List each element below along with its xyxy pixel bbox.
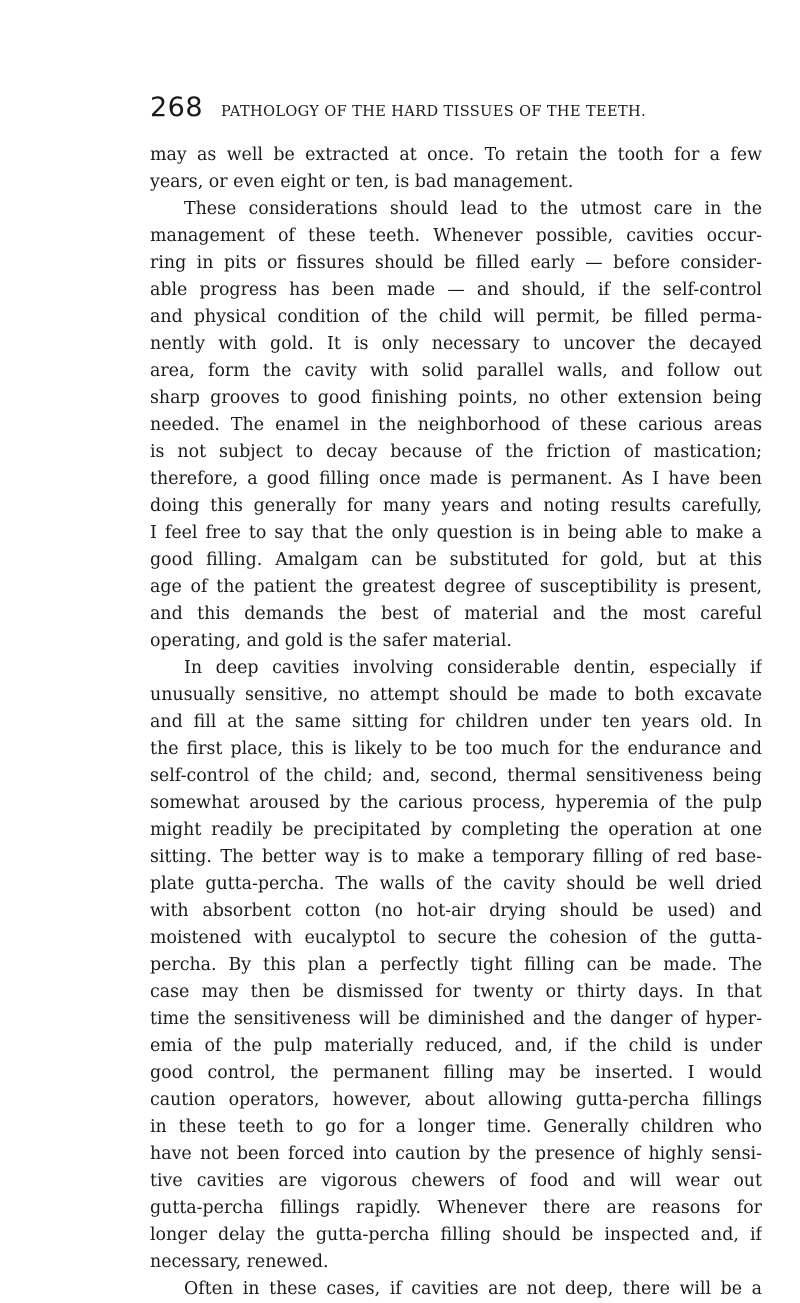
- text-line: self-control of the child; and, second, thermal sensitiveness being: [150, 766, 762, 786]
- text-line: case may then be dismissed for twenty or thirty days. In that: [150, 982, 762, 1002]
- text-line: caution operators, however, about allowing gutta-percha fillings: [150, 1090, 762, 1110]
- text-line: and this demands the best of material and the most careful: [150, 604, 762, 624]
- text-line: gutta-percha fillings rapidly. Whenever there are reasons for: [150, 1198, 762, 1218]
- text-line: Often in these cases, if cavities are not deep, there will be a: [184, 1279, 762, 1299]
- text-line: doing this generally for many years and noting results carefully,: [150, 496, 762, 516]
- text-line: might readily be precipitated by completing the operation at one: [150, 820, 762, 840]
- text-line: moistened with eucalyptol to secure the cohesion of the gutta-: [150, 928, 762, 948]
- page-number: 268: [150, 92, 204, 123]
- text-line: unusually sensitive, no attempt should be made to both excavate: [150, 685, 762, 705]
- text-line: and physical condition of the child will permit, be filled perma-: [150, 307, 762, 327]
- text-line: may as well be extracted at once. To retain the tooth for a few: [150, 145, 762, 165]
- text-line: able progress has been made — and should, if the self-control: [150, 280, 762, 300]
- text-line: and fill at the same sitting for children under ten years old. In: [150, 712, 762, 732]
- text-line: longer delay the gutta-percha filling should be inspected and, if: [150, 1225, 762, 1245]
- text-line: ring in pits or fissures should be filled early — before consider-: [150, 253, 762, 273]
- text-line: plate gutta-percha. The walls of the cavity should be well dried: [150, 874, 762, 894]
- text-line: tive cavities are vigorous chewers of food and will wear out: [150, 1171, 762, 1191]
- text-line: These considerations should lead to the utmost care in the: [184, 199, 762, 219]
- text-line: time the sensitiveness will be diminished and the danger of hyper-: [150, 1009, 762, 1029]
- text-line: somewhat aroused by the carious process, hyperemia of the pulp: [150, 793, 762, 813]
- text-line: years, or even eight or ten, is bad management.: [150, 172, 574, 192]
- running-head: [150, 92, 710, 126]
- text-line: percha. By this plan a perfectly tight filling can be made. The: [150, 955, 762, 975]
- text-line: nently with gold. It is only necessary to uncover the decayed: [150, 334, 762, 354]
- text-line: the first place, this is likely to be too much for the endurance and: [150, 739, 762, 759]
- text-line: age of the patient the greatest degree of susceptibility is present,: [150, 577, 762, 597]
- text-line: emia of the pulp materially reduced, and, if the child is under: [150, 1036, 762, 1056]
- text-line: sharp grooves to good finishing points, no other extension being: [150, 388, 762, 408]
- text-line: sitting. The better way is to make a temporary filling of red base-: [150, 847, 762, 867]
- text-line: good filling. Amalgam can be substituted for gold, but at this: [150, 550, 762, 570]
- text-line: necessary, renewed.: [150, 1252, 329, 1272]
- body-text: [150, 142, 762, 1303]
- text-line: in these teeth to go for a longer time. Generally children who: [150, 1117, 762, 1137]
- text-line: I feel free to say that the only question is in being able to make a: [150, 523, 762, 543]
- text-line: In deep cavities involving considerable dentin, especially if: [184, 658, 762, 678]
- text-line: management of these teeth. Whenever possible, cavities occur-: [150, 226, 762, 246]
- text-line: is not subject to decay because of the friction of mastication;: [150, 442, 762, 462]
- text-line: have not been forced into caution by the presence of highly sensi-: [150, 1144, 762, 1164]
- running-title: PATHOLOGY OF THE HARD TISSUES OF THE TEETH.: [221, 104, 647, 120]
- text-line: operating, and gold is the safer material.: [150, 631, 512, 651]
- text-line: needed. The enamel in the neighborhood of these carious areas: [150, 415, 762, 435]
- text-line: with absorbent cotton (no hot-air drying should be used) and: [150, 901, 762, 921]
- text-line: good control, the permanent filling may be inserted. I would: [150, 1063, 762, 1083]
- text-line: area, form the cavity with solid parallel walls, and follow out: [150, 361, 762, 381]
- text-line: therefore, a good filling once made is permanent. As I have been: [150, 469, 762, 489]
